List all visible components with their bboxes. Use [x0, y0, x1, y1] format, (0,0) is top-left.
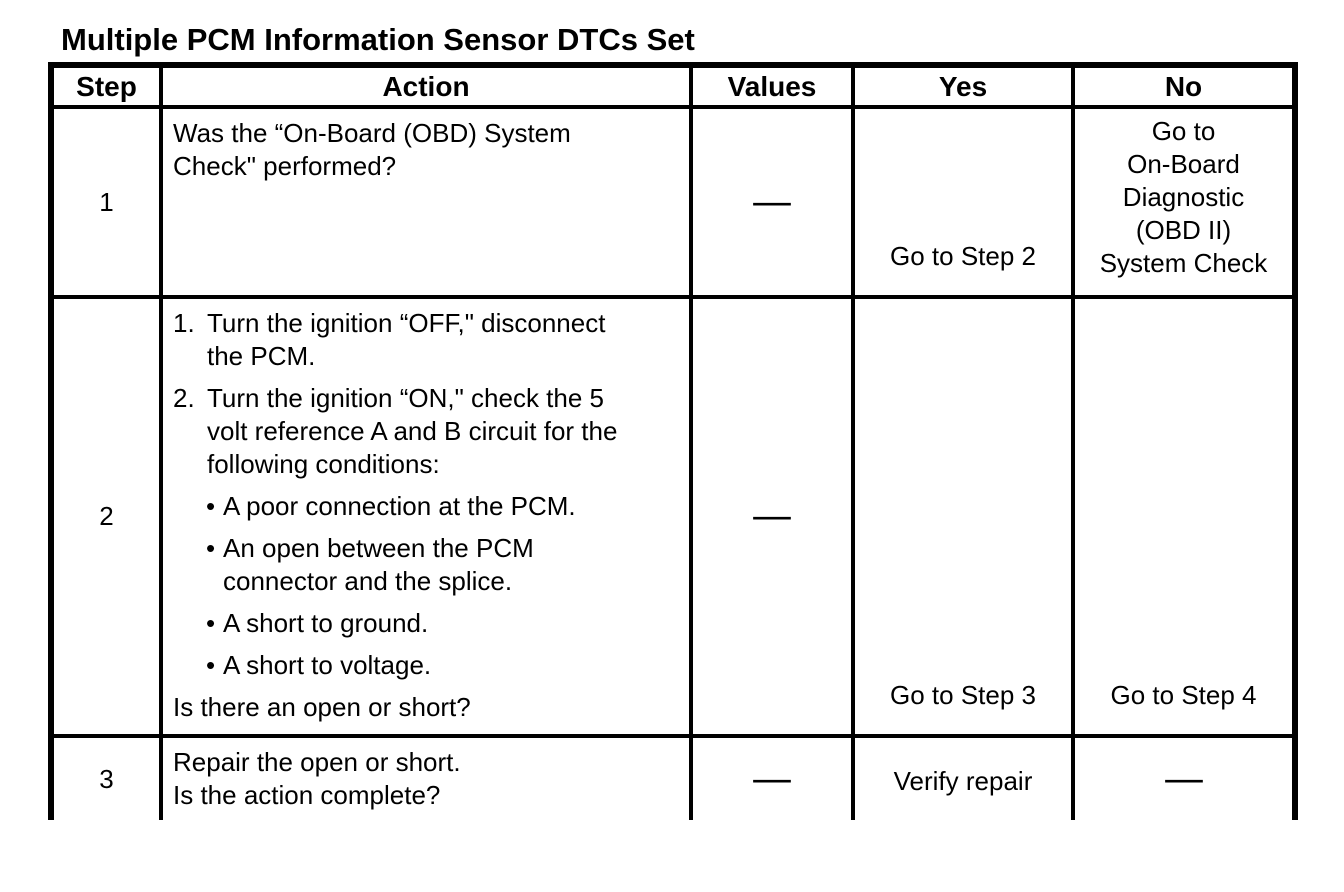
- no-instruction-line: (OBD II): [1135, 215, 1232, 245]
- numbered-step: [173, 307, 651, 373]
- numbered-step-text: Turn the ignition “ON," check the 5 volt reference A and B circuit for the following conditions:: [207, 383, 618, 479]
- action-text-line: Repair the open or short.: [173, 747, 461, 777]
- numbered-step-text: Turn the ignition “OFF," disconnect the PCM.: [207, 308, 606, 371]
- column-header-yes: Yes: [853, 65, 1073, 107]
- action-cell: [161, 297, 691, 736]
- bullet-text: A short to ground.: [223, 608, 429, 638]
- bullet-text: A poor connection at the PCM.: [223, 491, 576, 521]
- yes-cell: [853, 297, 1073, 736]
- dash-placeholder: —: [753, 763, 791, 794]
- step-number-cell: [51, 107, 161, 297]
- dash-placeholder: —: [753, 186, 791, 217]
- step-number: 1: [99, 186, 114, 217]
- bullet-icon: •: [206, 650, 216, 680]
- yes-cell: [853, 107, 1073, 297]
- action-question: Was the “On-Board (OBD) System Check" performed?: [173, 118, 571, 181]
- values-cell: [691, 297, 853, 736]
- no-cell: [1073, 297, 1295, 736]
- yes-cell: [853, 736, 1073, 820]
- no-cell: [1073, 107, 1295, 297]
- dash-placeholder: —: [1164, 763, 1203, 794]
- no-instruction-line: Diagnostic: [1122, 182, 1245, 212]
- no-instruction-line: On-Board: [1127, 149, 1240, 179]
- yes-instruction: Go to Step 2: [890, 241, 1036, 271]
- table-row-step-2: [51, 297, 1295, 736]
- no-cell: [1073, 736, 1295, 820]
- column-header-no: No: [1073, 65, 1295, 107]
- column-header-action: Action: [161, 65, 691, 107]
- bullet-icon: •: [206, 608, 216, 638]
- column-header-values: Values: [691, 65, 853, 107]
- table-header-row: [51, 65, 1295, 107]
- page-title: Multiple PCM Information Sensor DTCs Set: [61, 22, 695, 57]
- column-header-step: Step: [51, 65, 161, 107]
- bullet-icon: •: [206, 533, 216, 563]
- bullet-list-item: [206, 649, 651, 682]
- bullet-list-item: [206, 607, 651, 640]
- values-cell: [691, 107, 853, 297]
- diagnostic-table: [48, 62, 1298, 820]
- bullet-icon: •: [206, 491, 216, 521]
- list-number: 2.: [173, 383, 195, 413]
- bullet-list-item: [206, 532, 651, 598]
- table-row-step-1: [51, 107, 1295, 297]
- action-cell: [161, 736, 691, 820]
- bullet-list-item: [206, 490, 651, 523]
- no-instruction-line: Go to: [1151, 116, 1216, 146]
- step-number-cell: [51, 297, 161, 736]
- step-number: 3: [99, 763, 114, 794]
- no-instruction-line: System Check: [1099, 248, 1268, 278]
- action-question: Is there an open or short?: [173, 692, 471, 722]
- yes-instruction: Go to Step 3: [890, 680, 1036, 710]
- step-number: 2: [99, 501, 114, 531]
- numbered-step: [173, 382, 651, 481]
- bullet-text: An open between the PCM connector and the splice.: [223, 533, 534, 596]
- yes-instruction: Verify repair: [893, 766, 1033, 796]
- table-row-step-3: [51, 736, 1295, 820]
- action-cell: [161, 107, 691, 297]
- no-instruction: Go to Step 4: [1110, 680, 1257, 710]
- bullet-text: A short to voltage.: [223, 650, 432, 680]
- action-question: Is the action complete?: [173, 780, 441, 810]
- list-number: 1.: [173, 308, 195, 338]
- values-cell: [691, 736, 853, 820]
- dash-placeholder: —: [753, 501, 791, 531]
- step-number-cell: [51, 736, 161, 820]
